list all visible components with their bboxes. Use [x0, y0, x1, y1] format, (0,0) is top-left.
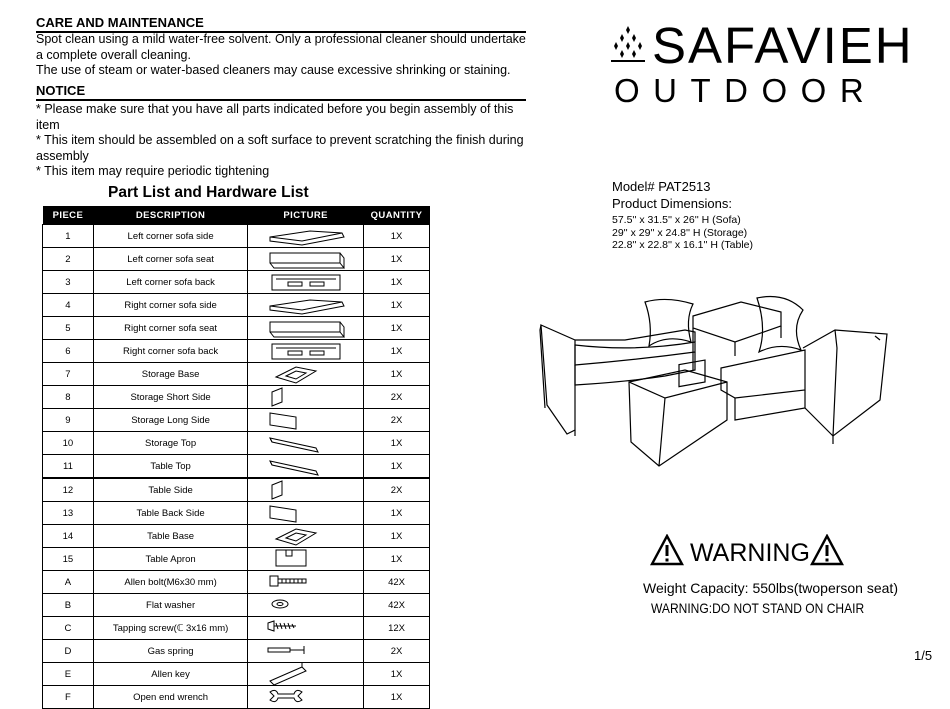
cell-description: Left corner sofa seat: [93, 248, 247, 271]
cell-piece: E: [43, 663, 94, 686]
warning-triangle-icon: [650, 534, 684, 566]
logo-mark-icon: [610, 24, 646, 64]
care-text: [36, 32, 536, 79]
cell-description: Open end wrench: [93, 686, 247, 709]
table-row: [43, 525, 430, 548]
cell-description: Left corner sofa back: [93, 271, 247, 294]
cell-piece: 14: [43, 525, 94, 548]
cell-description: Right corner sofa back: [93, 340, 247, 363]
table-row: [43, 640, 430, 663]
cell-picture: [248, 340, 364, 363]
cell-description: Storage Short Side: [93, 386, 247, 409]
long-side-panel-icon: [266, 502, 346, 524]
short-side-panel-icon: [266, 479, 346, 501]
sofa-back-panel-icon: [266, 340, 346, 362]
cell-description: Left corner sofa side: [93, 225, 247, 248]
care-line: a complete overall cleaning.: [36, 47, 191, 62]
cell-quantity: 2X: [364, 478, 430, 502]
table-row: [43, 502, 430, 525]
cell-piece: 6: [43, 340, 94, 363]
cell-description: Storage Top: [93, 432, 247, 455]
top-panel-icon: [266, 432, 346, 454]
cell-picture: [248, 432, 364, 455]
table-row: [43, 294, 430, 317]
cell-quantity: 1X: [364, 271, 430, 294]
cell-piece: D: [43, 640, 94, 663]
cell-quantity: 2X: [364, 409, 430, 432]
cell-description: Storage Base: [93, 363, 247, 386]
cell-description: Tapping screw(ℂ 3x16 mm): [93, 617, 247, 640]
cell-piece: 5: [43, 317, 94, 340]
model-number: Model# PAT2513: [612, 179, 711, 194]
cell-quantity: 2X: [364, 640, 430, 663]
cell-description: Table Base: [93, 525, 247, 548]
warning-triangle-icon: [810, 534, 844, 566]
cell-picture: [248, 478, 364, 502]
table-row: [43, 686, 430, 709]
cell-quantity: 2X: [364, 386, 430, 409]
care-line: Spot clean using a mild water-free solvent. Only a professional cleaner should undertake: [36, 32, 526, 46]
table-row: [43, 548, 430, 571]
base-panel-icon: [266, 363, 346, 385]
cell-picture: [248, 363, 364, 386]
notice-line: * This item should be assembled on a soft surface to prevent scratching the finish during: [36, 133, 524, 147]
cell-quantity: 1X: [364, 663, 430, 686]
table-row: [43, 386, 430, 409]
cell-picture: [248, 271, 364, 294]
cell-piece: 2: [43, 248, 94, 271]
page-number: 1/5: [914, 648, 933, 663]
dim-sofa: 57.5'' x 31.5'' x 26'' H (Sofa): [612, 214, 741, 226]
cell-picture: [248, 317, 364, 340]
cell-quantity: 12X: [364, 617, 430, 640]
dim-storage: 29'' x 29'' x 24.8'' H (Storage): [612, 226, 748, 239]
cell-picture: [248, 663, 364, 686]
notice-heading: NOTICE: [36, 83, 86, 98]
table-row: [43, 409, 430, 432]
cell-quantity: 1X: [364, 432, 430, 455]
brand-subtitle: OUTDOOR: [614, 72, 878, 109]
cell-quantity: 1X: [364, 248, 430, 271]
cell-picture: [248, 617, 364, 640]
table-row: [43, 317, 430, 340]
cell-picture: [248, 525, 364, 548]
cell-piece: F: [43, 686, 94, 709]
sofa-side-panel-icon: [266, 294, 346, 316]
notice-line: assembly: [36, 148, 89, 163]
cell-piece: 13: [43, 502, 94, 525]
cell-quantity: 1X: [364, 502, 430, 525]
cell-description: Allen key: [93, 663, 247, 686]
cell-quantity: 1X: [364, 548, 430, 571]
care-line: The use of steam or water-based cleaners may cause excessive shrinking or staining.: [36, 63, 511, 77]
brand-name: SAFAVIEH: [652, 17, 914, 74]
cell-piece: 15: [43, 548, 94, 571]
warning-title: WARNING: [690, 539, 810, 567]
header-piece: PIECE: [43, 206, 94, 225]
cell-quantity: 1X: [364, 317, 430, 340]
table-row: [43, 478, 430, 502]
cell-quantity: 1X: [364, 294, 430, 317]
cell-piece: 3: [43, 271, 94, 294]
gas-spring-icon: [266, 640, 346, 662]
cell-description: Gas spring: [93, 640, 247, 663]
table-row: [43, 363, 430, 386]
cell-quantity: 42X: [364, 571, 430, 594]
cell-description: Right corner sofa side: [93, 294, 247, 317]
cell-description: Right corner sofa seat: [93, 317, 247, 340]
header-quantity: QUANTITY: [364, 206, 430, 225]
cell-piece: C: [43, 617, 94, 640]
cell-picture: [248, 548, 364, 571]
cell-quantity: 1X: [364, 686, 430, 709]
cell-quantity: 42X: [364, 594, 430, 617]
short-side-panel-icon: [266, 386, 346, 408]
sofa-seat-panel-icon: [266, 248, 346, 270]
cell-quantity: 1X: [364, 455, 430, 479]
cell-piece: 9: [43, 409, 94, 432]
cell-picture: [248, 686, 364, 709]
part-list-table: [42, 206, 430, 709]
allen-key-icon: [266, 663, 346, 685]
table-row: [43, 271, 430, 294]
cell-piece: 4: [43, 294, 94, 317]
notice-text: [36, 102, 536, 180]
cell-piece: B: [43, 594, 94, 617]
cell-description: Table Back Side: [93, 502, 247, 525]
cell-picture: [248, 571, 364, 594]
cell-quantity: 1X: [364, 525, 430, 548]
cell-picture: [248, 455, 364, 479]
notice-line: * This item may require periodic tightening: [36, 164, 270, 178]
cell-picture: [248, 225, 364, 248]
table-row: [43, 617, 430, 640]
cell-description: Table Apron: [93, 548, 247, 571]
weight-capacity: Weight Capacity: 550lbs(twoperson seat): [643, 580, 898, 596]
table-row: [43, 594, 430, 617]
cell-description: Table Side: [93, 478, 247, 502]
do-not-stand-warning: WARNING:DO NOT STAND ON CHAIR: [651, 600, 865, 616]
top-panel-icon: [266, 455, 346, 477]
header-description: DESCRIPTION: [93, 206, 247, 225]
dims-label: Product Dimensions:: [612, 196, 732, 211]
cell-piece: 8: [43, 386, 94, 409]
apron-panel-icon: [266, 548, 346, 570]
cell-piece: 7: [43, 363, 94, 386]
cell-picture: [248, 409, 364, 432]
cell-description: Storage Long Side: [93, 409, 247, 432]
cell-piece: 1: [43, 225, 94, 248]
table-header-row: [43, 206, 430, 225]
sofa-seat-panel-icon: [266, 317, 346, 339]
header-picture: PICTURE: [248, 206, 364, 225]
cell-piece: 10: [43, 432, 94, 455]
cell-piece: 12: [43, 478, 94, 502]
long-side-panel-icon: [266, 409, 346, 431]
table-row: [43, 340, 430, 363]
dims-list: [612, 214, 753, 252]
notice-line: * Please make sure that you have all parts indicated before you begin assembly of this: [36, 102, 514, 116]
cell-quantity: 1X: [364, 340, 430, 363]
cell-description: Flat washer: [93, 594, 247, 617]
cell-picture: [248, 248, 364, 271]
cell-picture: [248, 640, 364, 663]
table-row: [43, 432, 430, 455]
care-heading: CARE AND MAINTENANCE: [36, 15, 204, 30]
cell-picture: [248, 502, 364, 525]
cell-description: Table Top: [93, 455, 247, 479]
dim-table: 22.8'' x 22.8'' x 16.1'' H (Table): [612, 239, 754, 251]
sofa-side-panel-icon: [266, 225, 346, 247]
table-row: [43, 455, 430, 479]
cell-quantity: 1X: [364, 363, 430, 386]
table-row: [43, 248, 430, 271]
cell-picture: [248, 294, 364, 317]
table-row: [43, 225, 430, 248]
cell-piece: A: [43, 571, 94, 594]
sofa-set-illustration: [535, 290, 905, 470]
cell-description: Allen bolt(M6x30 mm): [93, 571, 247, 594]
base-panel-icon: [266, 525, 346, 547]
cell-picture: [248, 386, 364, 409]
screw-icon: [266, 617, 346, 639]
table-row: [43, 663, 430, 686]
wrench-icon: [266, 686, 346, 708]
cell-picture: [248, 594, 364, 617]
notice-line: item: [36, 117, 60, 132]
cell-quantity: 1X: [364, 225, 430, 248]
table-row: [43, 571, 430, 594]
sofa-back-panel-icon: [266, 271, 346, 293]
notice-divider: [36, 99, 526, 101]
part-list-title: Part List and Hardware List: [108, 184, 309, 201]
bolt-icon: [266, 571, 346, 593]
washer-icon: [266, 594, 346, 616]
cell-piece: 11: [43, 455, 94, 479]
